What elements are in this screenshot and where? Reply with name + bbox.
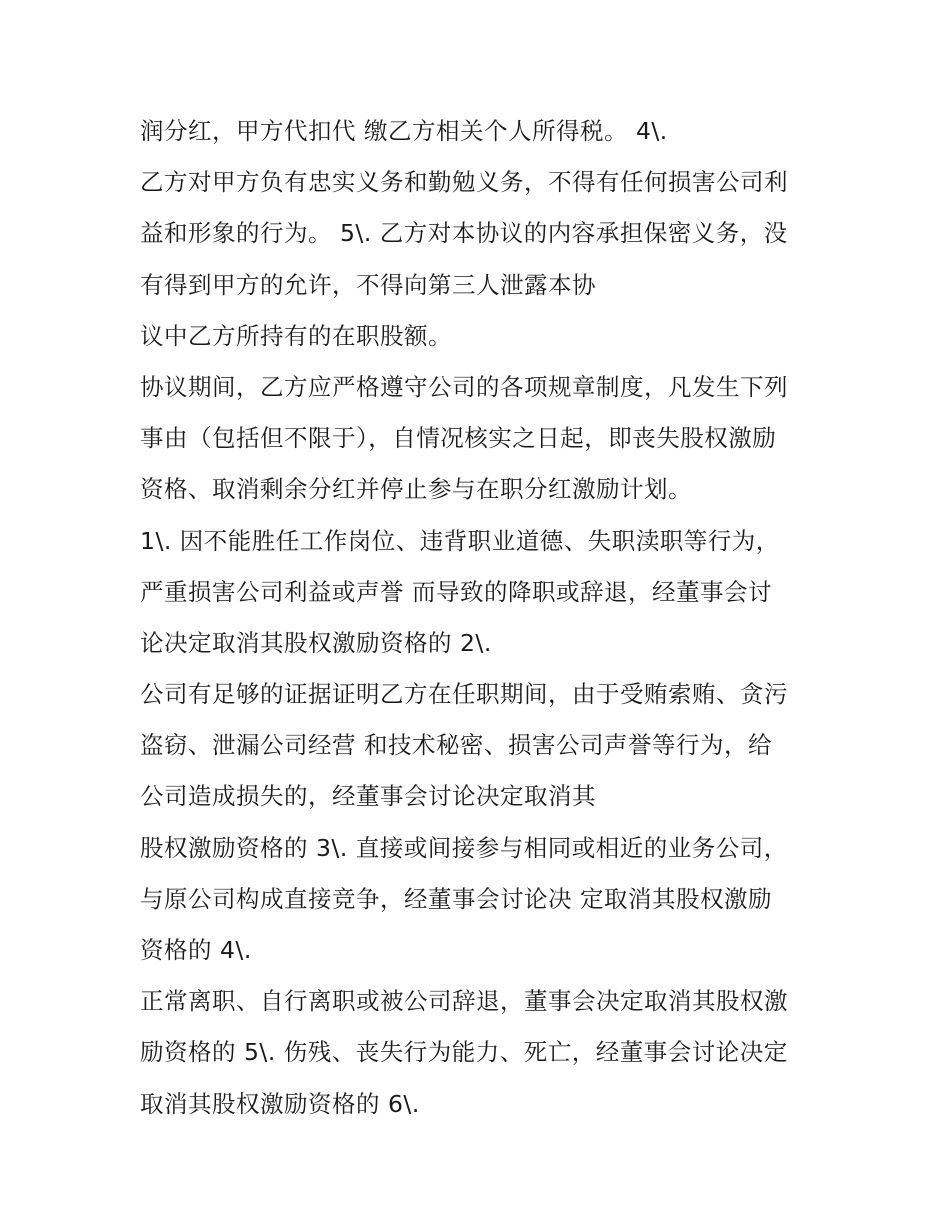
text-line: 励资格的 5\. 伤残、丧失行为能力、死亡，经董事会讨论决定 bbox=[140, 1038, 788, 1067]
text-line: 协议期间，乙方应严格遵守公司的各项规章制度，凡发生下列 bbox=[140, 372, 788, 401]
text-line: 事由（包括但不限于），自情况核实之日起，即丧失股权激励 bbox=[140, 424, 777, 453]
text-line: 论决定取消其股权激励资格的 2\. bbox=[140, 628, 492, 657]
text-line: 议中乙方所持有的在职股额。 bbox=[140, 321, 452, 350]
text-line: 取消其股权激励资格的 6\. bbox=[140, 1089, 420, 1118]
text-line: 资格、取消剩余分红并停止参与在职分红激励计划。 bbox=[140, 475, 692, 504]
text-line: 正常离职、自行离职或被公司辞退，董事会决定取消其股权激 bbox=[140, 987, 788, 1016]
document-body bbox=[140, 106, 830, 1130]
text-line: 股权激励资格的 3\. 直接或间接参与相同或相近的业务公司， bbox=[140, 833, 788, 862]
text-line: 资格的 4\. bbox=[140, 936, 252, 964]
text-line: 乙方对甲方负有忠实义务和勤勉义务，不得有任何损害公司利 bbox=[140, 168, 788, 197]
text-line: 润分红，甲方代扣代 缴乙方相关个人所得税。 4\. bbox=[140, 117, 668, 145]
text-line: 有得到甲方的允许，不得向第三人泄露本协 bbox=[140, 270, 596, 299]
text-line: 1\. 因不能胜任工作岗位、违背职业道德、失职渎职等行为， bbox=[140, 526, 780, 555]
text-line: 盗窃、泄漏公司经营 和技术秘密、损害公司声誉等行为，给 bbox=[140, 731, 772, 760]
text-line: 与原公司构成直接竞争，经董事会讨论决 定取消其股权激励 bbox=[140, 884, 772, 913]
text-line: 公司造成损失的，经董事会讨论决定取消其 bbox=[140, 782, 596, 811]
text-line: 严重损害公司利益或声誉 而导致的降职或辞退，经董事会讨 bbox=[140, 577, 772, 606]
text-line: 益和形象的行为。 5\. 乙方对本协议的内容承担保密义务，没 bbox=[140, 219, 788, 248]
text-line: 公司有足够的证据证明乙方在任职期间，由于受贿索贿、贪污 bbox=[140, 680, 788, 709]
